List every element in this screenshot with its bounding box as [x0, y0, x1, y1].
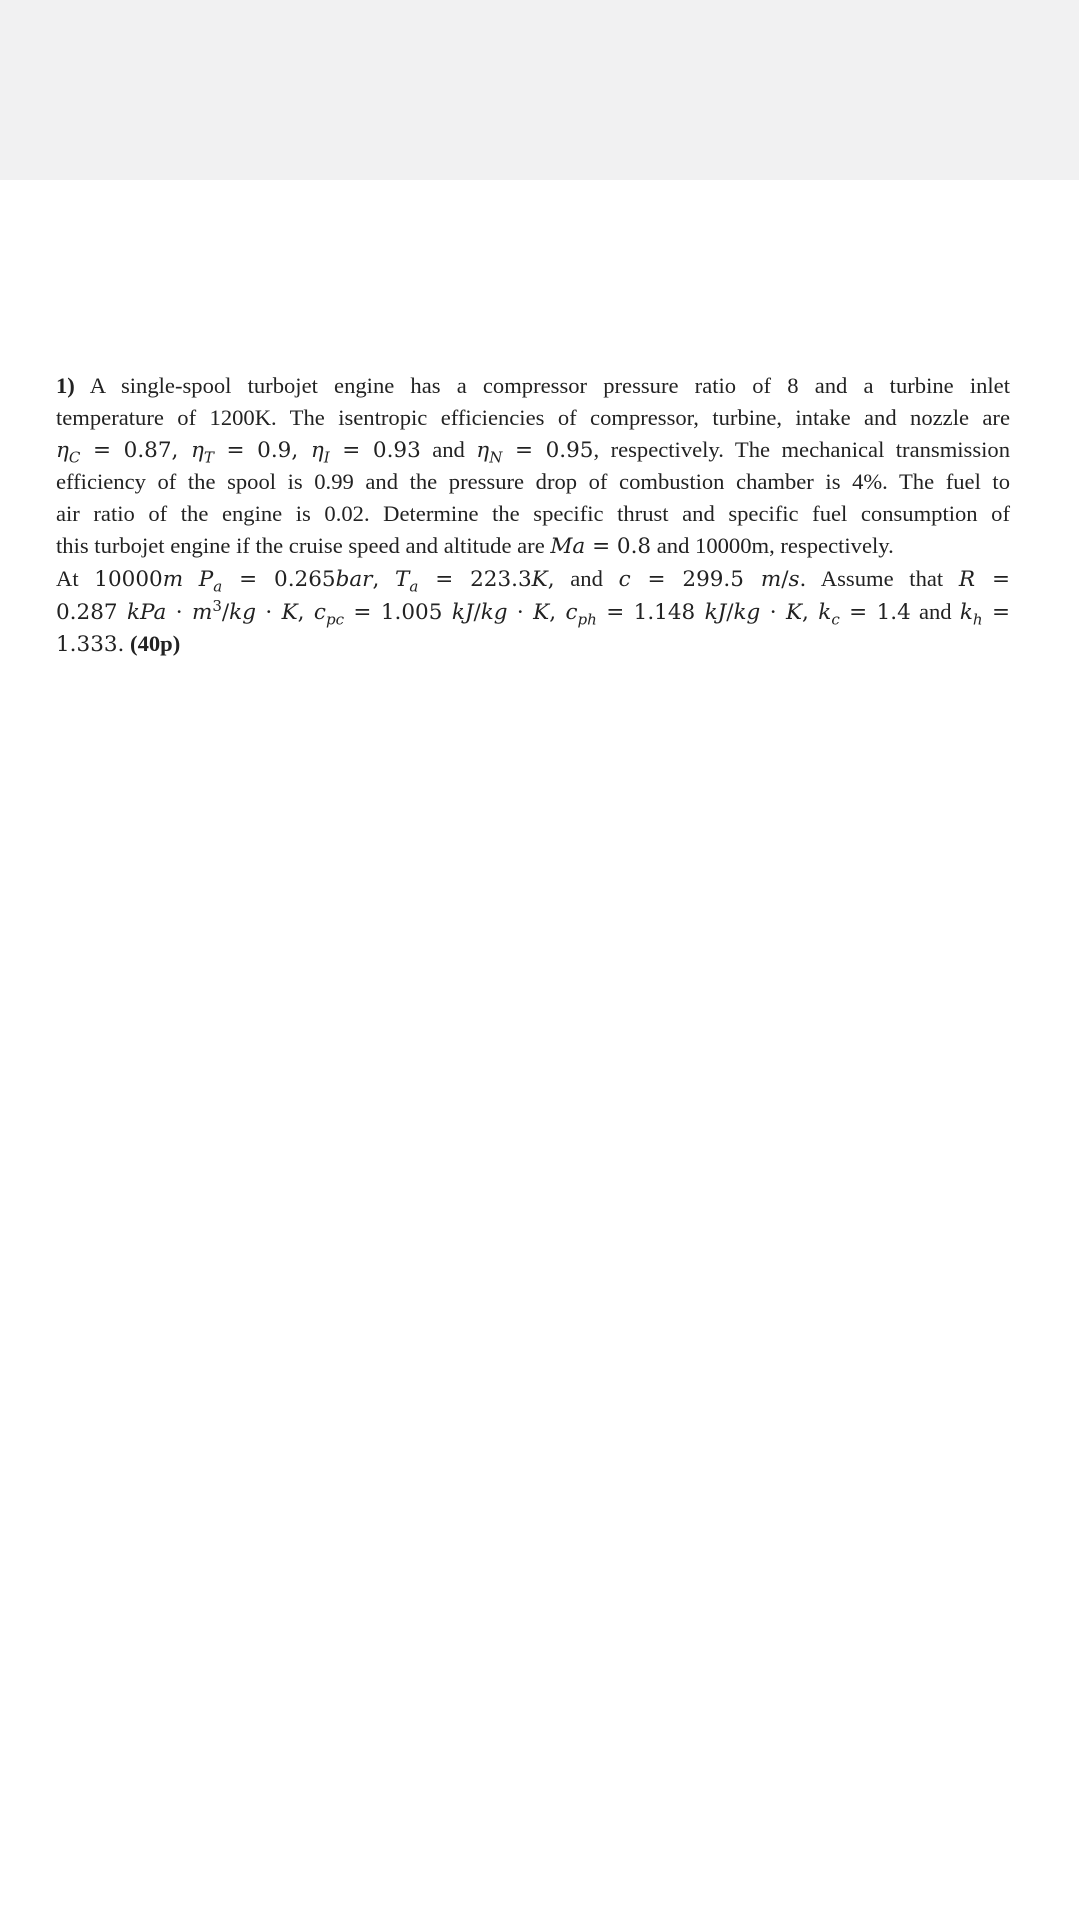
problem-line-5: air ratio of the engine is 0.02. Determine the specific thrust and specific fuel consumption of [56, 501, 1010, 527]
problem-line-1 [56, 370, 1010, 402]
problem-line-4: efficiency of the spool is 0.99 and the pressure drop of combustion chamber is 4%. The fuel to [56, 469, 1010, 495]
problem-line-9-text: 1.333. [56, 632, 125, 658]
points-label: (40p) [130, 631, 181, 657]
problem-line-7: At 10000m $P_a = 0.265bar$, $T_a = 223.3K$, and c = 299.5 m/s. Assume that R = [56, 565, 1010, 596]
problem-line-9 [56, 628, 1010, 661]
problem-line-6: this turbojet engine if the cruise speed and altitude are Ma = 0.8 and 10000m, respectively. [56, 532, 894, 559]
problem-line-1-text: A single-spool turbojet engine has a compressor pressure ratio of 8 and a turbine inlet [89, 373, 1010, 398]
problem-statement [56, 370, 1010, 661]
problem-line-2: temperature of 1200K. The isentropic efficiencies of compressor, turbine, intake and nozzle are [56, 404, 1010, 430]
problem-number: 1) [56, 373, 75, 398]
problem-line-3: $\eta_C = 0.87$, $\eta_T = 0.9$, $\eta_I = 0.93$ and $\eta_N = 0.95$, respectively. The mechanical transmission [56, 436, 1010, 466]
problem-line-8: 0.287 kPa · $m^3/kg \cdot K$, $c_{pc} = 1.005$ kJ/kg · K, $c_{ph} = 1.148$ kJ/kg · K, $k_c = 1.4$ and $k_h$ = [56, 596, 1010, 628]
top-header-band [0, 0, 1079, 180]
